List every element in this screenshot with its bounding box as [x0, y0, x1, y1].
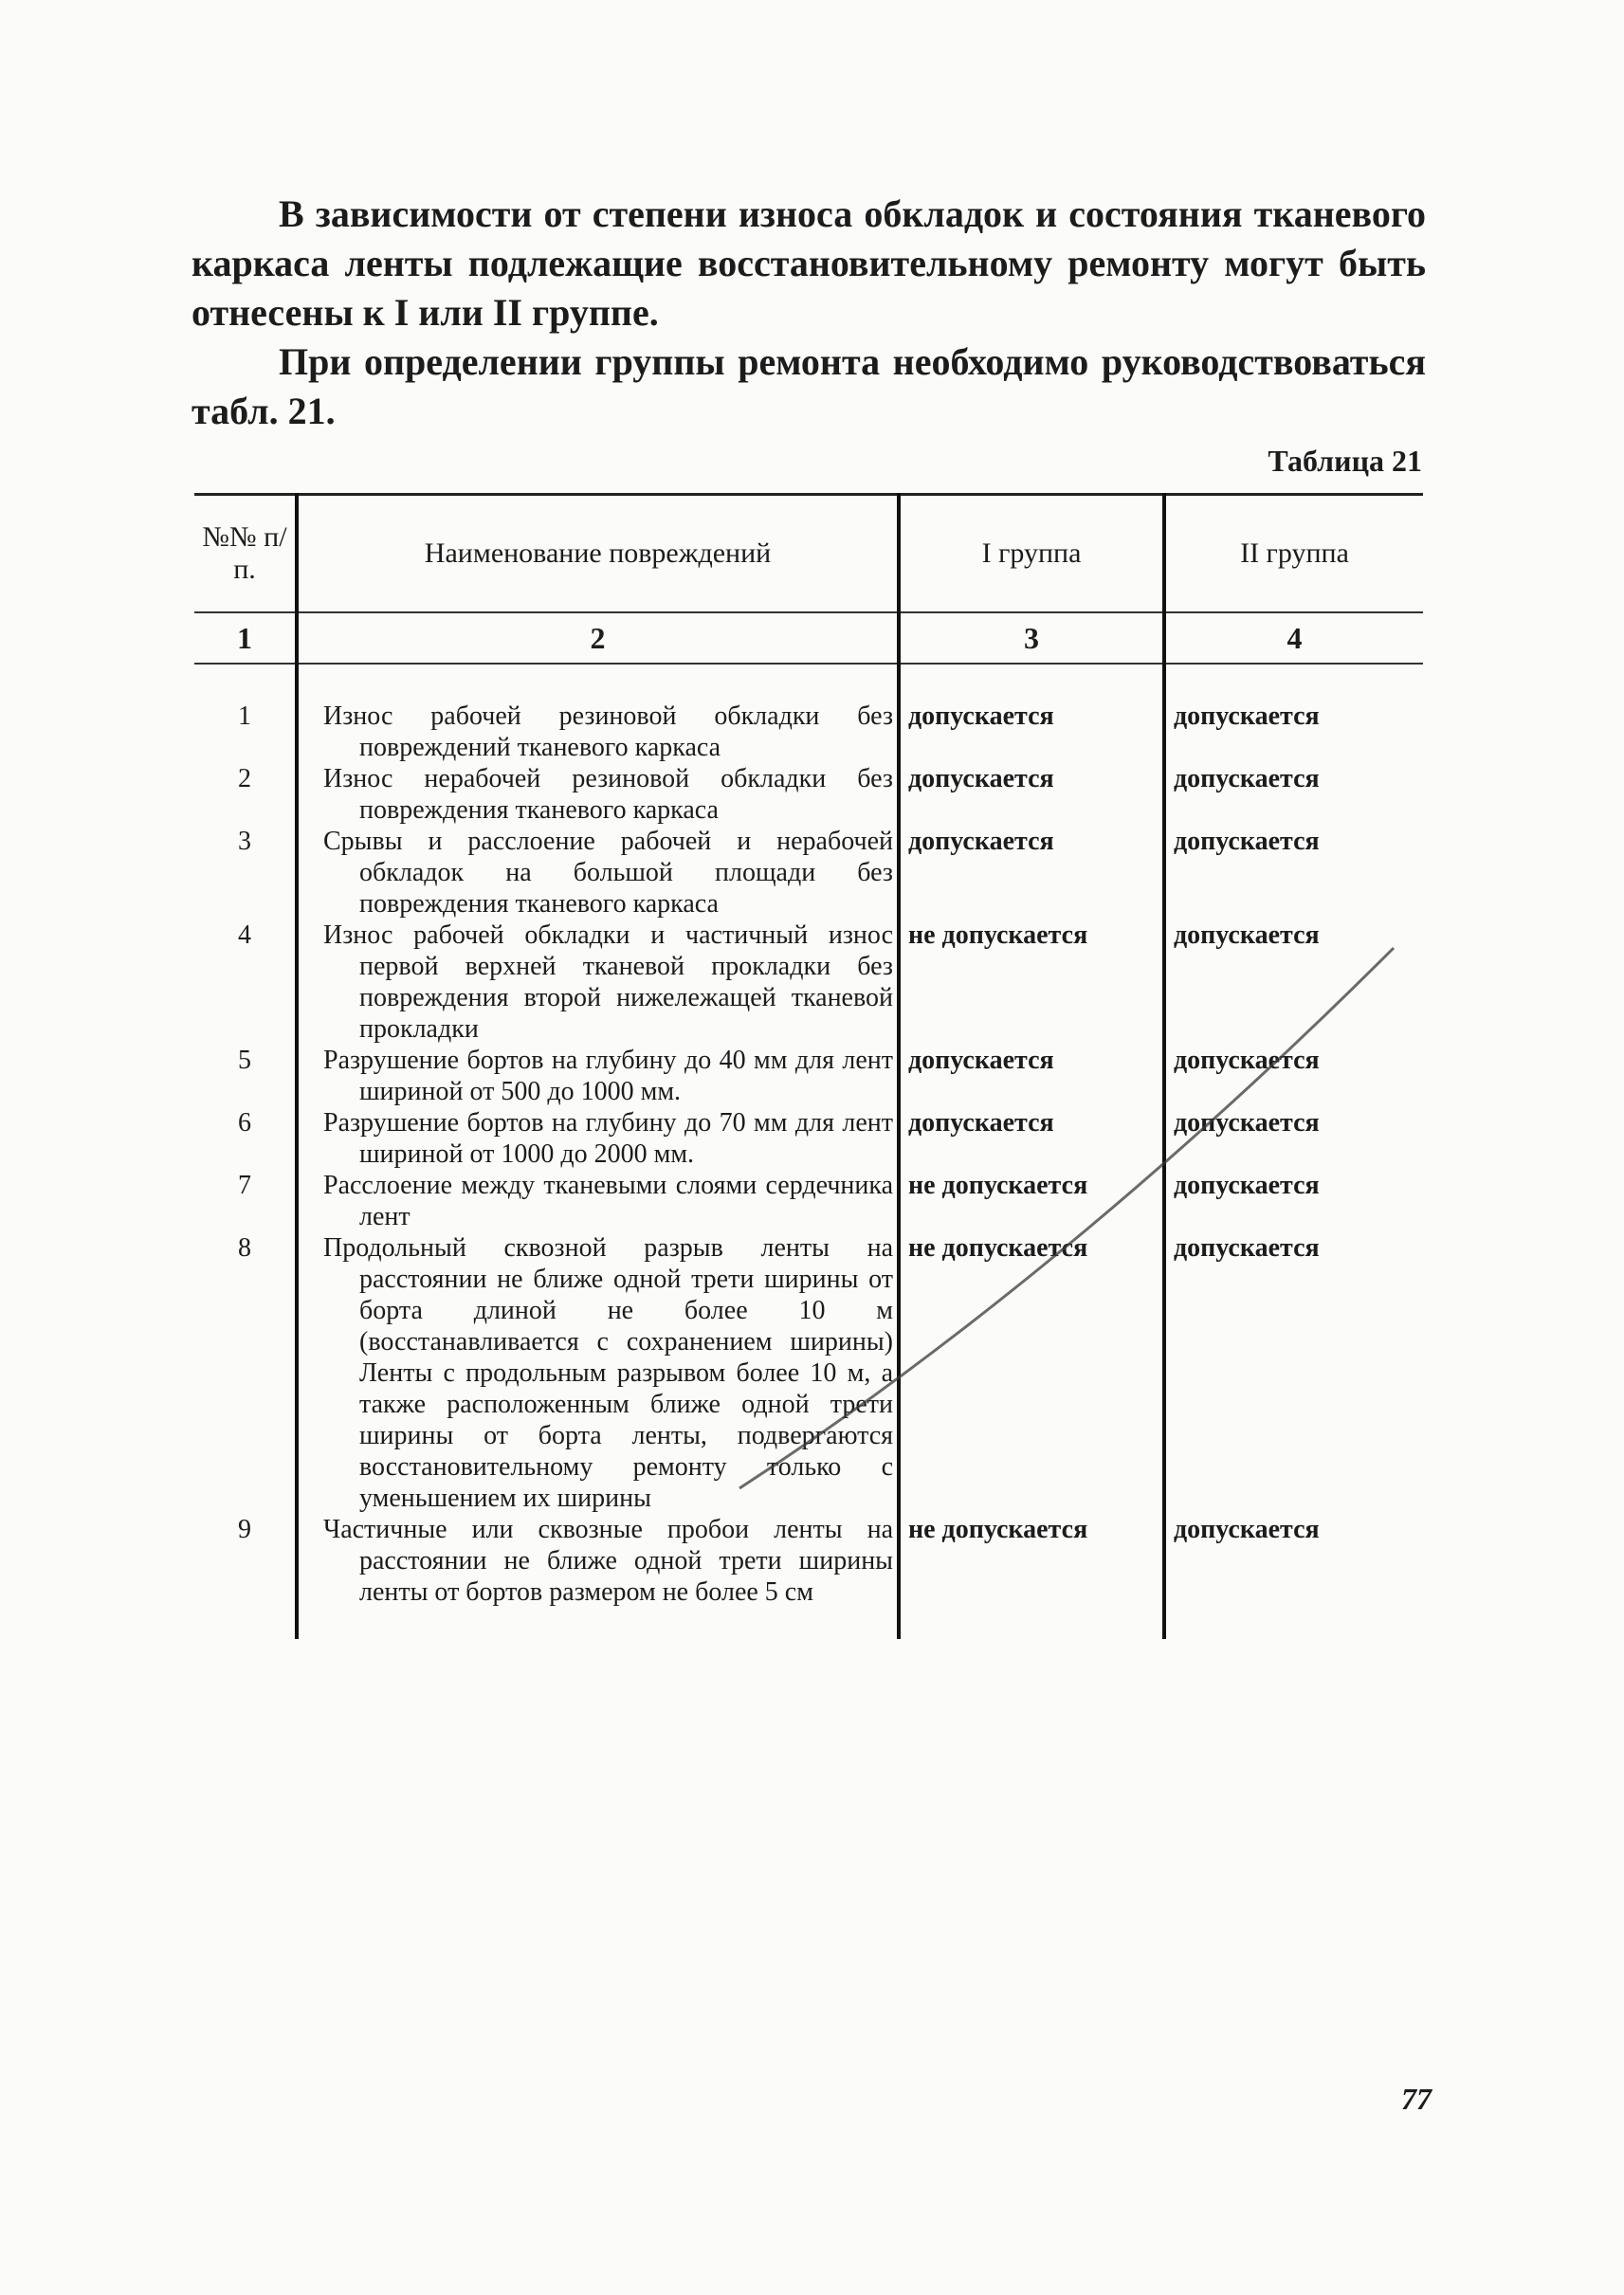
- intro-text: [192, 190, 1426, 436]
- group-1-cell: допускается: [899, 763, 1164, 826]
- table-row: [194, 664, 1423, 763]
- group-1-cell: допускается: [899, 1045, 1164, 1107]
- damage-name: Разрушение бортов на глубину до 40 мм для лент шириной от 500 до 1000 мм.: [323, 1046, 893, 1106]
- group-1-cell: допускается: [899, 1107, 1164, 1170]
- header-damage-name: Наименование повреждений: [297, 495, 899, 613]
- table-row: [194, 763, 1423, 826]
- group-2-cell: допускается: [1164, 763, 1423, 826]
- damage-name: Износ нерабочей резиновой обкладки без повреждения тканевого каркаса: [323, 764, 893, 825]
- damage-name-cell: [297, 664, 899, 763]
- intro-paragraph-1: В зависимости от степени износа обкладок и состояния тканевого каркаса ленты подлежащие восстановительному ремонту могут быть отнесены к I или II группе.: [192, 192, 1426, 334]
- group-2-cell: допускается: [1164, 1045, 1423, 1107]
- table-header-row: [194, 495, 1423, 613]
- row-number: 2: [238, 764, 251, 793]
- row-number: 7: [238, 1171, 251, 1200]
- damage-name: Срывы и расслоение рабочей и нерабочей обкладок на большой площади без повреждения тканевого каркаса: [323, 827, 893, 919]
- row-number: 3: [238, 827, 251, 856]
- group-1-cell: не допускается: [899, 1170, 1164, 1232]
- row-number: 8: [238, 1233, 251, 1263]
- damage-table: [194, 493, 1423, 1639]
- page-number: 77: [1401, 2082, 1432, 2116]
- column-number-row: [194, 612, 1423, 664]
- row-number: 9: [238, 1515, 251, 1544]
- damage-name-cell: [297, 826, 899, 920]
- table-row: [194, 920, 1423, 1045]
- group-2-cell: допускается: [1164, 1232, 1423, 1514]
- group-2-cell: допускается: [1164, 1514, 1423, 1639]
- group-1-cell: допускается: [899, 826, 1164, 920]
- damage-name: Частичные или сквозные пробои ленты на расстоянии не ближе одной трети ширины ленты от бортов размером не более 5 см: [323, 1515, 893, 1607]
- table-row: [194, 1170, 1423, 1232]
- group-1-cell: не допускается: [899, 920, 1164, 1045]
- intro-paragraph-2: При определении группы ремонта необходимо руководствоваться табл. 21.: [192, 340, 1426, 432]
- table-caption: Таблица 21: [1268, 444, 1422, 478]
- header-group-2: II группа: [1164, 495, 1423, 613]
- column-number: 3: [899, 612, 1164, 664]
- group-2-cell: допускается: [1164, 920, 1423, 1045]
- damage-name-cell: [297, 1045, 899, 1107]
- damage-name: Разрушение бортов на глубину до 70 мм для лент шириной от 1000 до 2000 мм.: [323, 1108, 893, 1169]
- damage-name-cell: [297, 763, 899, 826]
- row-number: 5: [238, 1046, 251, 1075]
- damage-name: Износ рабочей резиновой обкладки без повреждений тканевого каркаса: [323, 701, 893, 762]
- damage-name-cell: [297, 1232, 899, 1514]
- damage-name-cell: [297, 920, 899, 1045]
- row-number: 4: [238, 920, 251, 950]
- column-number: 1: [194, 612, 297, 664]
- group-2-cell: допускается: [1164, 664, 1423, 763]
- table-row: [194, 1107, 1423, 1170]
- group-1-cell: не допускается: [899, 1514, 1164, 1639]
- table-row: [194, 826, 1423, 920]
- group-1-cell: не допускается: [899, 1232, 1164, 1514]
- table-row: [194, 1045, 1423, 1107]
- damage-name: Износ рабочей обкладки и частичный износ первой верхней тканевой прокладки без повреждения второй нижележащей тканевой прокладки: [323, 920, 893, 1044]
- group-2-cell: допускается: [1164, 826, 1423, 920]
- column-number: 2: [297, 612, 899, 664]
- table-row: [194, 1232, 1423, 1514]
- group-2-cell: допускается: [1164, 1170, 1423, 1232]
- group-1-cell: допускается: [899, 664, 1164, 763]
- column-number: 4: [1164, 612, 1423, 664]
- damage-name-cell: [297, 1514, 899, 1639]
- damage-name-cell: [297, 1170, 899, 1232]
- group-2-cell: допускается: [1164, 1107, 1423, 1170]
- damage-name: Расслоение между тканевыми слоями сердечника лент: [323, 1171, 893, 1231]
- row-number: 6: [238, 1108, 251, 1138]
- header-number: №№ п/п.: [194, 495, 297, 613]
- damage-name-cell: [297, 1107, 899, 1170]
- damage-name: Продольный сквозной разрыв ленты на расстоянии не ближе одной трети ширины от борта длиной не более 10 м (восстанавливается с сохранением ширины) Ленты с продольным разрывом более 10 м, а также расположенным ближе одной трети ширины от борта ленты, подвергаются восстановительному ремонту только с уменьшением их ширины: [323, 1233, 893, 1513]
- row-number: 1: [238, 701, 251, 731]
- table-row: [194, 1514, 1423, 1639]
- header-group-1: I группа: [899, 495, 1164, 613]
